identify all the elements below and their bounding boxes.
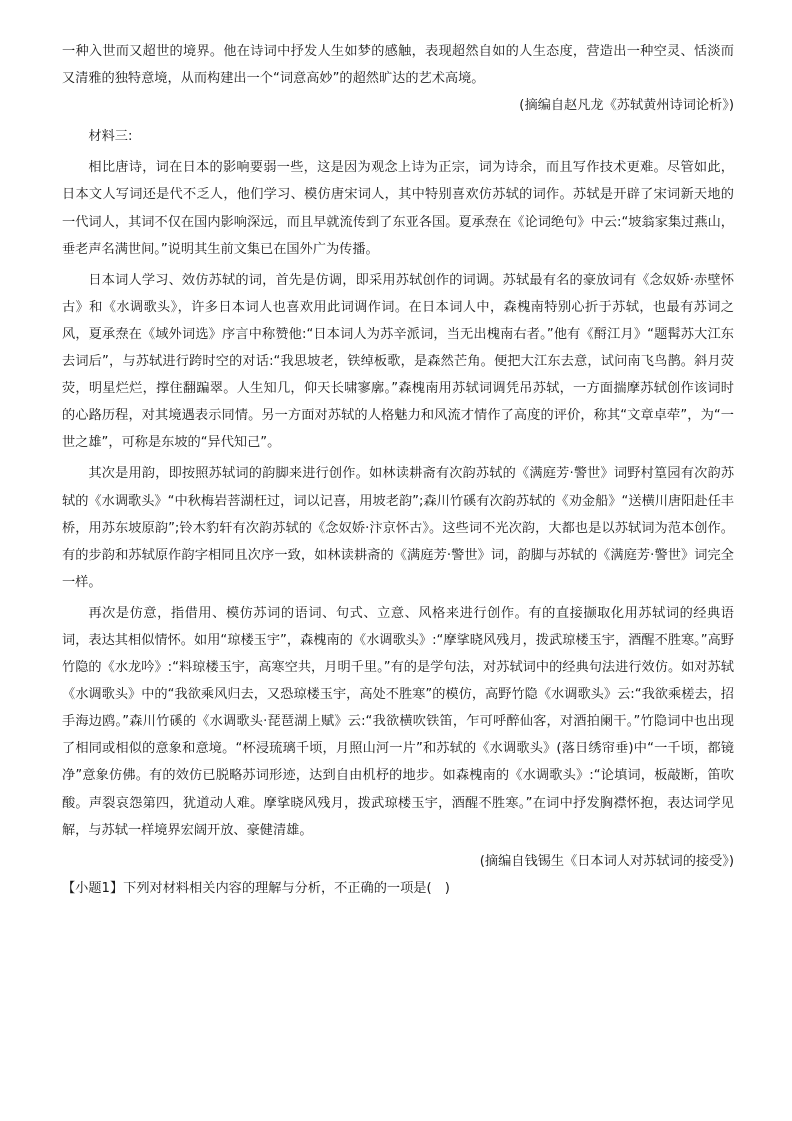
paragraph-1: 相比唐诗，词在日本的影响要弱一些，这是因为观念上诗为正宗，词为诗余，而且写作技术更难。尽管如此，日本文人写词还是代不乏人，他们学习、模仿唐宋词人，其中特别喜欢仿苏轼的词作。苏轼是开辟了宋词新天地的一代词人，其词不仅在国内影响深远，而且早就流传到了东亚各国。夏承焘在《论词绝句》中云:“坡翁家集过燕山，垂老声名满世间。”说明其生前文集已在国外广为传播。 — [62, 160, 734, 257]
material-3-label: 材料三: — [88, 129, 133, 145]
question-1: 【小题1】下列对材料相关内容的理解与分析，不正确的一项是( ) — [62, 880, 450, 896]
material-2-tail-paragraph: 一种入世而又超世的境界。他在诗词中抒发人生如梦的感触，表现超然自如的人生态度，营造出一种空灵、恬淡而又清雅的独特意境，从而构建出一个“词意高妙”的超然旷达的艺术高境。 — [62, 44, 734, 87]
paragraph-2: 日本词人学习、效仿苏轼的词，首先是仿调，即采用苏轼创作的词调。苏轼最有名的豪放词有《念奴娇·赤壁怀古》和《水调歌头》，许多日本词人也喜欢用此词调作词。在日本词人中，森槐南特别心折于苏轼，也最有苏词之风，夏承焘在《域外词选》序言中称赞他:“日本词人为苏辛派词，当无出槐南右者。”他有《酹江月》“题髯苏大江东去词后”，与苏轼进行跨时空的对话:“我思坡老，铁绰板歌，是森然芒角。便把大江东去意，试问南飞鸟鹊。斜月荧荧，明星烂烂，撑住翻蹁翠。人生知几，仰天长啸寥廓。”森槐南用苏轼词调凭吊苏轼，一方面揣摩苏轼创作该词时的心路历程，对其境遇表示同情。另一方面对苏轼的人格魅力和风流才情作了高度的评价，称其“文章卓荦”，为“一世之雄”，可称是东坡的“异代知己”。 — [62, 272, 735, 451]
document-page — [62, 38, 734, 902]
source-citation-2: (摘编自赵凡龙《苏轼黄州诗词论析》) — [519, 98, 734, 114]
paragraph-4: 再次是仿意，指借用、模仿苏词的语词、句式、立意、风格来进行创作。有的直接撷取化用苏轼词的经典语词，表达其相似情怀。如用“琼楼玉宇”，森槐南的《水调歌头》:“摩挲晓风残月，拨武琼楼玉宇，酒醒不胜寒。”高野竹隐的《水龙吟》:“料琼楼玉宇，高寒空共，月明千里。”有的是学句法，对苏轼词中的经典句法进行效仿。如对苏轼《水调歌头》中的“我欲乘风归去，又恐琼楼玉宇，高处不胜寒”的模仿，高野竹隐《水调歌头》云:“我欲乘槎去，招手海边鸥。”森川竹磎的《水调歌头·琵琶湖上赋》云:“我欲横吹铁笛，乍可呼醉仙客，对酒拍阑干。”竹隐词中也出现了相同或相似的意象和意境。“杯浸琉璃千顷，月照山河一片”和苏轼的《水调歌头》(落日绣帘垂)中“一千顷，都镜净”意象仿佛。有的效仿已脱略苏词形迹，达到自由机杼的地步。如森槐南的《水调歌头》:“论填词，板敲断，笛吹酸。声裂哀怨第四，犹道动人难。摩挲晓风残月，拨武琼楼玉宇，酒醒不胜寒。”在词中抒发胸襟怀抱，表达词学见解，与苏轼一样境界宏阔开放、豪健清雄。 — [62, 605, 734, 838]
paragraph-3: 其次是用韵，即按照苏轼词的韵脚来进行创作。如林读耕斋有次韵苏轼的《满庭芳·警世》词野村篁园有次韵苏轼的《水调歌头》“中秋梅岩菩湖枉过，词以记喜，用坡老韵”;森川竹磎有次韵苏轼的《劝金船》“送横川唐阳赴任丰桥，用苏东坡原韵”;铃木豹轩有次韵苏轼的《念奴娇·汴京怀古》。这些词不光次韵，大都也是以苏轼词为范本创作。有的步韵和苏轼原作韵字相同且次序一致，如林读耕斋的《满庭芳·警世》词，韵脚与苏轼的《满庭芳·警世》词完全一样。 — [62, 466, 734, 590]
source-citation-3: (摘编自钱锡生《日本词人对苏轼词的接受》) — [479, 853, 734, 869]
